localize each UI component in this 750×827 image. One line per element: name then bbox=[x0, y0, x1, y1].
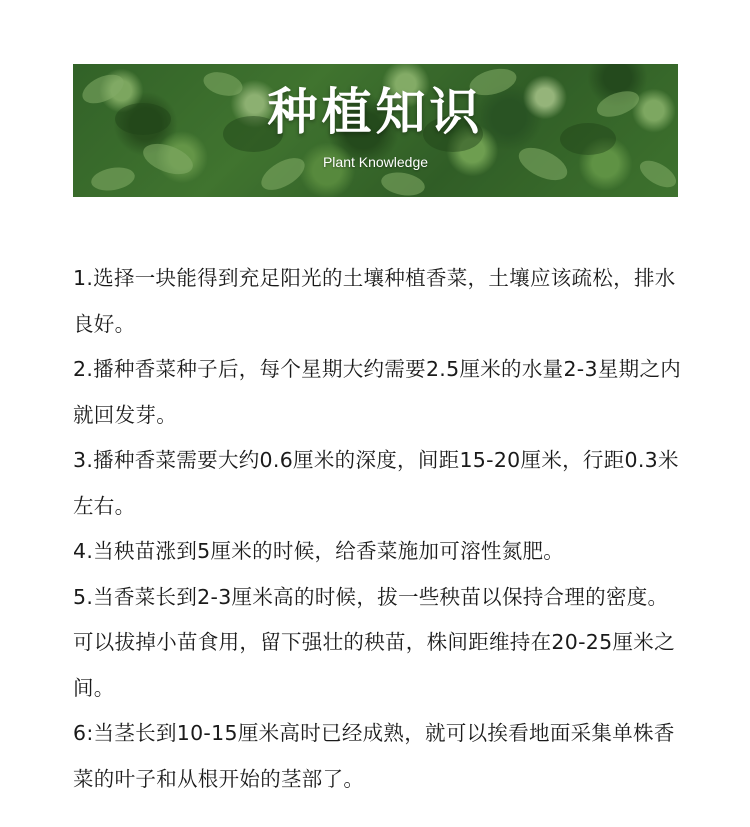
list-item-step-4: 4.当秧苗涨到5厘米的时候，给香菜施加可溶性氮肥。 bbox=[73, 539, 565, 563]
list-item-step-6: 6:当茎长到10-15厘米高时已经成熟，就可以挨看地面采集单株香菜的叶子和从根开始的茎部了。 bbox=[73, 721, 675, 791]
list-item-step-1: 1.选择一块能得到充足阳光的土壤种植香菜，土壤应该疏松，排水良好。 bbox=[73, 266, 676, 336]
list-item-step-3: 3.播种香菜需要大约0.6厘米的深度，间距15-20厘米，行距0.3米左右。 bbox=[73, 448, 679, 518]
instructions-list bbox=[73, 256, 685, 802]
page-title: 种植知识 bbox=[267, 83, 484, 141]
list-item-step-5: 5.当香菜长到2-3厘米高的时候，拔一些秧苗以保持合理的密度。可以拔掉小苗食用，留下强壮的秧苗，株间距维持在20-25厘米之间。 bbox=[73, 584, 675, 700]
page-subtitle: Plant Knowledge bbox=[322, 154, 429, 170]
list-item-step-2: 2.播种香菜种子后，每个星期大约需要2.5厘米的水量2-3星期之内就回发芽。 bbox=[73, 357, 682, 427]
header-banner bbox=[73, 64, 678, 197]
